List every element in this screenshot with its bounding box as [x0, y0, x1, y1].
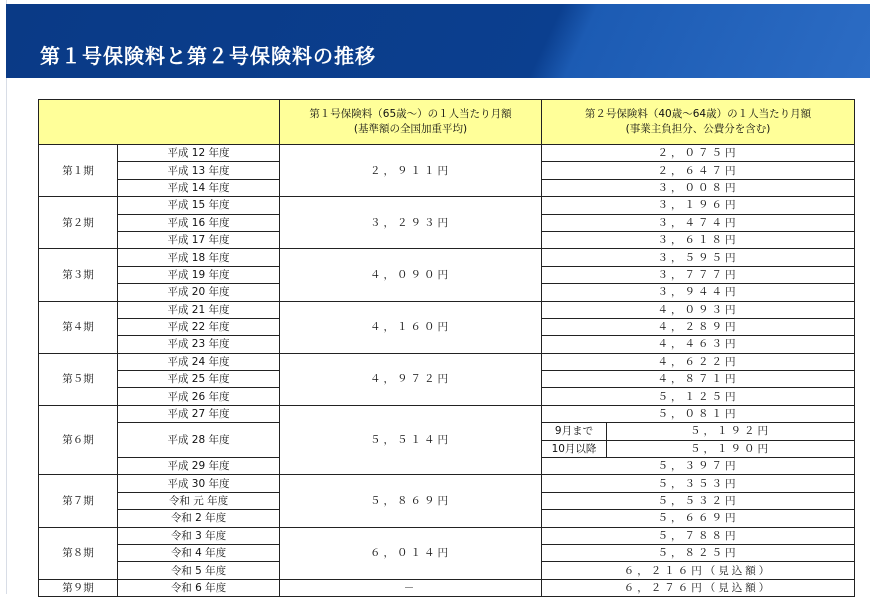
- second-premium-value: ３，１９６円: [542, 197, 855, 214]
- first-premium-value: ６，０１４円: [280, 527, 542, 579]
- year-label: 平成 22 年度: [118, 318, 280, 335]
- first-premium-value: －: [280, 579, 542, 596]
- second-premium-value: ４，０９３円: [542, 301, 855, 318]
- second-premium-value: ５，６６９円: [542, 510, 855, 527]
- second-premium-value: ４，８７１円: [542, 371, 855, 388]
- year-label: 平成 15 年度: [118, 197, 280, 214]
- second-premium-value: ５，５３２円: [542, 492, 855, 509]
- second-premium-value: ４，４６３円: [542, 336, 855, 353]
- second-premium-value: ５，３９７円: [542, 458, 855, 475]
- second-premium-value: ５，８２５円: [542, 544, 855, 561]
- year-label: 平成 17 年度: [118, 231, 280, 248]
- second-premium-value: ３，７７７円: [542, 266, 855, 283]
- second-premium-value: ５，１２５円: [542, 388, 855, 405]
- second-premium-value: ５，７８８円: [542, 527, 855, 544]
- header-second-premium: [542, 100, 855, 145]
- year-label: 平成 27 年度: [118, 405, 280, 422]
- period-label: 第１期: [39, 145, 118, 197]
- year-label: 平成 16 年度: [118, 214, 280, 231]
- split-period-label: 10月以降: [542, 440, 607, 457]
- year-label: 平成 28 年度: [118, 423, 280, 458]
- first-premium-value: ４，１６０円: [280, 301, 542, 353]
- year-label: 平成 21 年度: [118, 301, 280, 318]
- second-premium-value: ６，２７６円（見込額）: [542, 579, 855, 596]
- year-label: 令和 元 年度: [118, 492, 280, 509]
- header-first-premium-note: (基準額の全国加重平均): [353, 123, 468, 135]
- header-second-premium-note: (事業主負担分、公費分を含む): [625, 123, 771, 135]
- year-label: 令和 2 年度: [118, 510, 280, 527]
- year-label: 令和 6 年度: [118, 579, 280, 596]
- first-premium-value: ５，５１４円: [280, 405, 542, 475]
- year-label: 平成 20 年度: [118, 284, 280, 301]
- header-first-premium: [280, 100, 542, 145]
- year-label: 平成 29 年度: [118, 458, 280, 475]
- year-label: 令和 5 年度: [118, 562, 280, 579]
- table-row: [39, 197, 855, 214]
- header-second-premium-title: 第２号保険料（40歳～64歳）の１人当たり月額: [584, 108, 812, 120]
- year-label: 令和 3 年度: [118, 527, 280, 544]
- period-label: 第５期: [39, 353, 118, 405]
- year-label: 平成 26 年度: [118, 388, 280, 405]
- year-label: 平成 19 年度: [118, 266, 280, 283]
- second-premium-value: ３，００８円: [542, 179, 855, 196]
- table-row: [39, 527, 855, 544]
- header-first-premium-title: 第１号保険料（65歳～）の１人当たり月額: [309, 108, 512, 120]
- year-label: 平成 14 年度: [118, 179, 280, 196]
- table-row: [39, 145, 855, 162]
- title-banner: [6, 4, 870, 78]
- period-label: 第２期: [39, 197, 118, 249]
- table-row: [39, 579, 855, 596]
- table-row: [39, 301, 855, 318]
- table-row: [39, 353, 855, 370]
- first-premium-value: ４，０９０円: [280, 249, 542, 301]
- year-label: 平成 25 年度: [118, 371, 280, 388]
- first-premium-value: ３，２９３円: [280, 197, 542, 249]
- second-premium-value: ５，３５３円: [542, 475, 855, 492]
- second-premium-value: ３，９４４円: [542, 284, 855, 301]
- page-title: 第１号保険料と第２号保険料の推移: [40, 44, 376, 68]
- first-premium-value: ４，９７２円: [280, 353, 542, 405]
- year-label: 平成 23 年度: [118, 336, 280, 353]
- year-label: 平成 12 年度: [118, 145, 280, 162]
- second-premium-value: ３，５９５円: [542, 249, 855, 266]
- table-row: [39, 249, 855, 266]
- period-label: 第６期: [39, 405, 118, 475]
- second-premium-value: ５，０８１円: [542, 405, 855, 422]
- premium-table: [38, 99, 855, 597]
- period-label: 第４期: [39, 301, 118, 353]
- table-header-row: [39, 100, 855, 145]
- second-premium-value: ４，２８９円: [542, 318, 855, 335]
- period-label: 第７期: [39, 475, 118, 527]
- second-premium-value: ４，６２２円: [542, 353, 855, 370]
- year-label: 令和 4 年度: [118, 544, 280, 561]
- period-label: 第９期: [39, 579, 118, 596]
- second-premium-value: ６，２１６円（見込額）: [542, 562, 855, 579]
- period-label: 第３期: [39, 249, 118, 301]
- split-period-label: 9月まで: [542, 423, 607, 440]
- second-premium-value: ３，６１８円: [542, 231, 855, 248]
- header-blank: [39, 100, 280, 145]
- second-premium-value: ５，１９０円: [607, 440, 855, 457]
- first-premium-value: ５，８６９円: [280, 475, 542, 527]
- year-label: 平成 13 年度: [118, 162, 280, 179]
- period-label: 第８期: [39, 527, 118, 579]
- year-label: 平成 18 年度: [118, 249, 280, 266]
- first-premium-value: ２，９１１円: [280, 145, 542, 197]
- year-label: 平成 24 年度: [118, 353, 280, 370]
- second-premium-value: ３，４７４円: [542, 214, 855, 231]
- second-premium-value: ２，６４７円: [542, 162, 855, 179]
- table-row: [39, 405, 855, 422]
- table-row: [39, 475, 855, 492]
- second-premium-value: ５，１９２円: [607, 423, 855, 440]
- year-label: 平成 30 年度: [118, 475, 280, 492]
- second-premium-value: ２，０７５円: [542, 145, 855, 162]
